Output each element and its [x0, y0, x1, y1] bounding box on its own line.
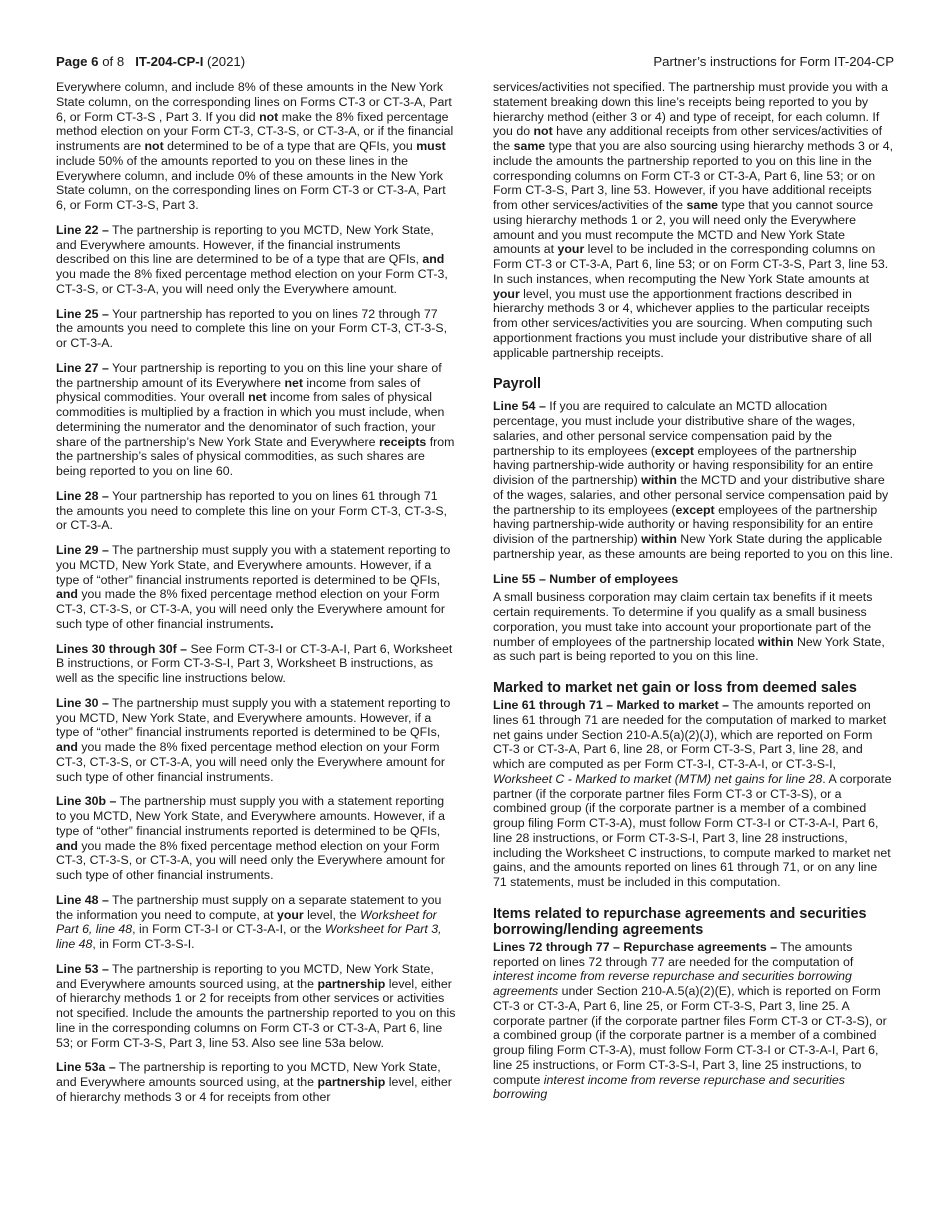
heading-line-55: Line 55 – Number of employees: [493, 571, 679, 586]
paragraph-lines-30-30f: Lines 30 through 30f – See Form CT-3-I or CT-3-A-I, Part 6, Worksheet B instructions, or Form CT-3-S-I, Part 3, Worksheet B instructions, as well as the specific line instructions below.: [56, 641, 453, 685]
heading-marked-to-market: Marked to market net gain or loss from deemed sales: [493, 680, 857, 696]
right-column: [493, 80, 894, 1102]
paragraph-line-28: Line 28 – Your partnership has reported to you on lines 61 through 71 the amounts you need to complete this line on your Form CT-3, CT-3-S, or CT-3-A.: [56, 488, 448, 533]
page-number: Page 6: [56, 54, 99, 69]
paragraph-line-53a: Line 53a – The partnership is reporting to you MCTD, New York State, and Everywhere amounts sourced using, at the partnership level, either of hierarchy methods 3 or 4 for receipts from other: [56, 1060, 452, 1104]
paragraph-line-30b: Line 30b – The partnership must supply you with a statement reporting to you MCTD, New York State, and Everywhere amounts. However, if a type of “other” financial instruments reported is determined to be QFIs, and you made the 8% fixed percentage method election on your Form CT-3, CT-3-S, or CT-3-A, you will need only the Everywhere amount for such type of other financial instruments.: [56, 794, 446, 882]
paragraph-line-27: Line 27 – Your partnership is reporting to you on this line your share of the partnership amount of its Everywhere net income from sales of physical commodities. Your overall net income from sales of physical commodities is multiplied by a fraction in which you must include, when determining the numerator and the denominator of such fraction, your share of the partnership’s New York State and Everywhere receipts from the partnership’s sales of physical commodities, as such shares are being reported to you on line 60.: [56, 360, 455, 478]
heading-repurchase-agreements: Items related to repurchase agreements and securities borrowing/lending agreements: [493, 905, 867, 938]
paragraph-line-48: Line 48 – The partnership must supply on a separate statement to you the information you need to compute, at your level, the Worksheet for Part 6, line 48, in Form CT-3-I or CT-3-A-I, or the Worksheet for Part 3, line 48, in Form CT-3-S-I.: [56, 892, 442, 951]
form-code: IT-204-CP-I: [135, 54, 204, 69]
paragraph-line-29: Line 29 – The partnership must supply you with a statement reporting to you MCTD, New York State, and Everywhere amounts. However, if a type of “other” financial instruments reported is determined to be QFIs, and you made the 8% fixed percentage method election on your Form CT-3, CT-3-S, or CT-3-A, you will need only the Everywhere amount for such type of other financial instruments.: [56, 543, 451, 631]
paragraph-line-54: Line 54 – If you are required to calculate an MCTD allocation percentage, you must include your distributive share of the wages, salaries, and other personal service compensation paid by the partnership to its employees (except employees of the partnership having partnership-wide authority or having responsibility for an entire division of the partnership) within the MCTD and your distributive share of the wages, salaries, and other personal service compensation paid by the partnership to its employees (except employees of the partnership having partnership-wide authority or having responsibility for an entire division of the partnership) within New York State during the applicable partnership year, as these amounts are being reported to you on this line.: [493, 399, 894, 561]
heading-payroll: Payroll: [493, 376, 541, 393]
page-total: of 8: [102, 54, 125, 69]
left-column: [56, 80, 456, 1105]
paragraph-line-25: Line 25 – Your partnership has reported to you on lines 72 through 77 the amounts you need to complete this line on your Form CT-3, CT-3-S, or CT-3-A.: [56, 306, 448, 350]
paragraph-line-55: A small business corporation may claim certain tax benefits if it meets certain requirements. To determine if you qualify as a small business corporation, you must take into account your proportionate part of the number of employees of the partnership located within New York State, as such part is being reported to you on this line.: [493, 590, 885, 664]
paragraph-line-53: Line 53 – The partnership is reporting to you MCTD, New York State, and Everywhere amounts sourced using, at the partnership level, either of hierarchy methods 1 or 2 for receipts from other services or activities not specified. Include the amounts the partnership reported to you on this line in the corresponding columns on Form CT-3 or CT-3-A, Part 6, line 53; or Form CT-3-S, Part 3, line 53. Also see line 53a below.: [56, 961, 456, 1050]
header-title: Partner’s instructions for Form IT-204-CP: [653, 54, 894, 69]
paragraph-line-22: Line 22 – The partnership is reporting to you MCTD, New York State, and Everywhere amounts. However, if the financial instruments described on this line are determined to be of a type that are QFIs, and you made the 8% fixed percentage method election on your Form CT-3, CT-3-S, or CT-3-A, you will need only the Everywhere amount.: [56, 222, 448, 296]
paragraph-line-30: Line 30 – The partnership must supply you with a statement reporting to you MCTD, New York State, and Everywhere amounts. However, if a type of “other” financial instruments reported is determined to be QFIs, and you made the 8% fixed percentage method election on your Form CT-3, CT-3-S, or CT-3-A, you will need only the Everywhere amount for such type of other financial instruments.: [56, 695, 451, 784]
paragraph-lines-72-77: Lines 72 through 77 – Repurchase agreements – The amounts reported on lines 72 through 77 are needed for the computation of interest income from reverse repurchase and securities borrowing agreements under Section 210-A.5(a)(2)(E), which is reported on Form CT-3 or CT-3-A, Part 6, line 25, or Form CT-3-S, Part 3, line 25. A corporate partner (if the corporate partner files Form CT-3 or CT-3-S), or a combined group (if the corporate partner is a member of a combined group filing Form CT-3-A), must follow Form CT-3-I or CT-3-A-I, Part 6, line 25 instructions, or Form CT-3-S-I, Part 3, line 25 instructions, to compute interest income from reverse repurchase and securities borrowing: [493, 939, 887, 1102]
paragraph-line-53a-continued: services/activities not specified. The partnership must provide you with a statement breaking down this line’s receipts being reported to you by hierarchy method (either 3 or 4) and type of receipt, for each column. If you do not have any additional receipts from other services/activities of the same type that you are also sourcing using hierarchy methods 3 or 4, include the amounts the partnership reported to you on this line in the corresponding columns on Form CT-3 or CT-3-A, Part 6, line 53; or on Form CT-3-S, Part 3, line 53. However, if you have additional receipts from other services/activities of the same type that you cannot source using hierarchy methods 1 or 2, you will need only the Everywhere amount and you must recompute the MCTD and New York State amounts at your level to be included in the corresponding columns on Form CT-3 or CT-3-A, Part 6, line 53; or on Form CT-3-S, Part 3, line 53. In such instances, when recomputing the New York State amounts at your level, you must use the apportionment fractions described in hierarchy methods 3 or 4, whichever applies to the particular receipts from other services/activities you are sourcing. When computing such apportionment fractions you must include your distributive share of all applicable partnership receipts.: [493, 80, 894, 360]
page-header: [56, 54, 894, 72]
paragraph-lines-61-71: Line 61 through 71 – Marked to market – The amounts reported on lines 61 through 71 are needed for the computation of marked to market net gains under Section 210-A.5(a)(2)(J), which are reported on Form CT-3 or CT-3-A, Part 6, line 28, or Form CT-3-S, Part 3, line 28, and which are computed as per Form CT-3-I, CT-3-A-I, or CT-3-S-I, Worksheet C - Marked to market (MTM) net gains for line 28. A corporate partner (if the corporate partner files Form CT-3 or CT-3-S), or a combined group (if the corporate partner is a member of a combined group filing Form CT-3-A), must follow Form CT-3-I or CT-3-A-I, Part 6, line 28 instructions, or Form CT-3-S-I, Part 3, line 28 instructions, including the Worksheet C instructions, to compute marked to market net gains, and the amounts reported on lines 61 through 71, or on any line 71 statements, must be included in this computation.: [493, 698, 892, 889]
header-page-info: [56, 54, 245, 70]
paragraph-intro: Everywhere column, and include 8% of these amounts in the New York State column, on the corresponding lines on Forms CT-3 or CT-3-A, Part 6, or Form CT-3-S , Part 3. If you did not make the 8% fixed percentage method election on your Form CT-3, CT-3-S, or CT-3-A, or if the financial instruments are not determined to be of a type that are QFIs, you must include 50% of the amounts reported to you on these lines in the Everywhere column, and include 0% of these amounts in the New York State column, on the corresponding lines on Form CT-3 or CT-3-A, Part 6, or Form CT-3-S, Part 3.: [56, 80, 454, 212]
form-year: (2021): [207, 54, 246, 69]
